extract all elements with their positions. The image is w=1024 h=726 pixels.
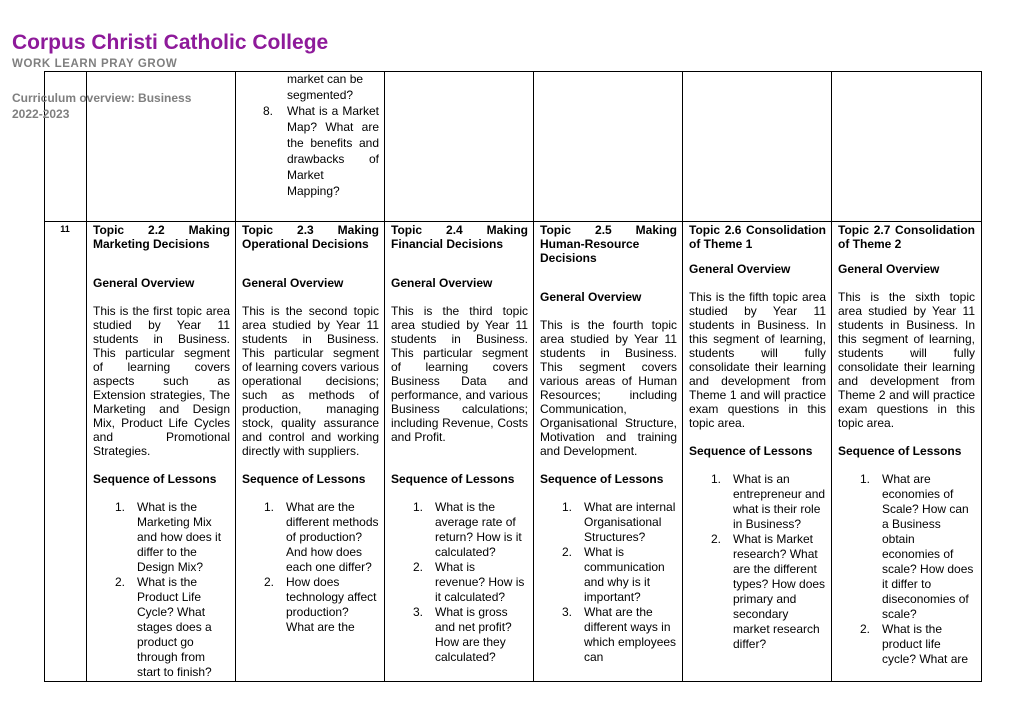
previous-row-continuation: market can be segmented? <box>287 72 364 102</box>
list-item <box>540 500 677 545</box>
table-border-bottom <box>44 681 982 682</box>
list-number: 2. <box>115 575 126 589</box>
list-text: What are the different ways in which employees can <box>584 605 677 664</box>
list-item <box>242 500 379 575</box>
list-item <box>689 472 826 532</box>
overview-text: This is the sixth topic area studied by Year 11 students in Business. In this segment of learning, students will fully consolidate their learning and development from Theme 2 and will practice exam questions in this topic area. <box>838 290 975 430</box>
general-overview-label: General Overview <box>242 276 344 290</box>
list-text: What is the Marketing Mix and how does it differ to the Design Mix? <box>137 500 222 574</box>
topic-title: Topic 2.2 Making Marketing Decisions <box>93 223 230 251</box>
topic-title: Topic 2.6 Consolidation of Theme 1 <box>689 223 826 251</box>
table-column-divider <box>86 71 87 682</box>
topic-cell-2-3 <box>242 223 379 635</box>
list-number: 1. <box>413 500 424 514</box>
academic-year: 2022-2023 <box>12 107 70 121</box>
table-column-divider <box>533 71 534 682</box>
list-item <box>391 605 528 665</box>
topic-cell-2-7 <box>838 223 975 667</box>
table-border-left <box>44 71 45 682</box>
overview-text: This is the fourth topic area studied by Year 11 students in Business. This segment covers various areas of Human Resources; including Communication, Organisational Structure, Motivation and training and Development. <box>540 318 677 458</box>
list-item <box>540 605 677 665</box>
lesson-list <box>540 500 677 665</box>
list-number: 2. <box>711 532 722 546</box>
list-number: 2. <box>413 560 424 574</box>
list-text: What are internal Organisational Structures? <box>584 500 676 544</box>
sequence-of-lessons-label: Sequence of Lessons <box>838 444 962 458</box>
overview-text: This is the second topic area studied by Year 11 students in Business. This particular segment of learning covers various operational decisions; such as methods of production, managing stock, quality assurance and control and working directly with suppliers. <box>242 304 379 458</box>
topic-cell-2-4 <box>391 223 528 665</box>
overview-text: This is the first topic area studied by Year 11 students in Business. This particular segment of learning covers aspects such as Extension strategies, The Marketing and Design Mix, Product Life Cycles and Promotional Strategies. <box>93 304 230 458</box>
topic-title: Topic 2.7 Consolidation of Theme 2 <box>838 223 975 251</box>
list-text: What is the average rate of return? How is it calculated? <box>435 500 522 559</box>
list-number: 1. <box>860 472 871 486</box>
list-number: 8. <box>263 104 274 118</box>
general-overview-label: General Overview <box>93 276 195 290</box>
sequence-of-lessons-label: Sequence of Lessons <box>689 444 813 458</box>
list-number: 1. <box>711 472 722 486</box>
general-overview-label: General Overview <box>689 262 791 276</box>
table-row-divider <box>44 221 982 222</box>
list-text: What is communication and why is it important? <box>584 545 665 604</box>
sequence-of-lessons-label: Sequence of Lessons <box>242 472 366 486</box>
lesson-list <box>242 500 379 635</box>
list-item <box>93 500 230 575</box>
lesson-list <box>689 472 826 652</box>
list-text: What is the Product Life Cycle? What stages does a product go through from start to finish? <box>137 575 212 679</box>
list-item <box>838 472 975 622</box>
list-number: 3. <box>562 605 573 619</box>
topic-title: Topic 2.3 Making Operational Decisions <box>242 223 379 251</box>
curriculum-overview-title: Curriculum overview: Business <box>12 91 192 105</box>
general-overview-label: General Overview <box>391 276 493 290</box>
list-text: What is an entrepreneur and what is their role in Business? <box>733 472 826 531</box>
table-column-divider <box>384 71 385 682</box>
list-item <box>391 560 528 605</box>
topic-cell-2-6 <box>689 223 826 652</box>
list-number: 2. <box>562 545 573 559</box>
school-name: Corpus Christi Catholic College <box>12 31 329 54</box>
list-text: What are the different methods of production? And how does each one differ? <box>286 500 379 574</box>
lesson-list <box>391 500 528 665</box>
overview-text: This is the fifth topic area studied by Year 11 students in Business. In this segment of learning, students will fully consolidate their learning and development from Theme 1 and will practice exam questions in this topic area. <box>689 290 826 430</box>
list-text: What is revenue? How is it calculated? <box>435 560 525 604</box>
topic-cell-2-2 <box>93 223 230 680</box>
list-item <box>391 500 528 560</box>
previous-row-cell <box>241 71 379 199</box>
overview-text: This is the third topic area studied by Year 11 students in Business. This particular segment of learning covers Business Data and performance, and various Business calculations; including Revenue, Costs and Profit. <box>391 304 528 444</box>
list-text: What is a Market Map? What are the benefits and drawbacks of Market Mapping? <box>287 104 379 198</box>
list-number: 3. <box>413 605 424 619</box>
lesson-list <box>838 472 975 667</box>
list-text: What is gross and net profit? How are they calculated? <box>435 605 512 664</box>
document-subtitle <box>12 90 191 122</box>
lesson-list <box>93 500 230 680</box>
list-number: 2. <box>860 622 871 636</box>
list-number: 1. <box>115 500 126 514</box>
table-column-divider <box>235 71 236 682</box>
topic-title: Topic 2.5 Making Human-Resource Decisions <box>540 223 677 265</box>
year-group-label: 11 <box>60 224 70 234</box>
sequence-of-lessons-label: Sequence of Lessons <box>93 472 217 486</box>
school-motto: WORK LEARN PRAY GROW <box>12 58 178 70</box>
sequence-of-lessons-label: Sequence of Lessons <box>540 472 664 486</box>
list-text: How does technology affect production? What are the <box>286 575 377 634</box>
table-border-top <box>44 71 982 72</box>
table-column-divider <box>682 71 683 682</box>
list-item <box>689 532 826 652</box>
list-number: 1. <box>562 500 573 514</box>
sequence-of-lessons-label: Sequence of Lessons <box>391 472 515 486</box>
table-border-right <box>981 71 982 682</box>
topic-cell-2-5 <box>540 223 677 665</box>
list-item <box>838 622 975 667</box>
previous-row-item <box>241 103 379 199</box>
list-number: 2. <box>264 575 275 589</box>
list-text: What is Market research? What are the different types? How does primary and secondary market research differ? <box>733 532 826 651</box>
general-overview-label: General Overview <box>540 290 642 304</box>
table-column-divider <box>831 71 832 682</box>
list-item <box>540 545 677 605</box>
general-overview-label: General Overview <box>838 262 940 276</box>
list-text: What is the product life cycle? What are <box>882 622 969 666</box>
topic-title: Topic 2.4 Making Financial Decisions <box>391 223 528 251</box>
list-item <box>93 575 230 680</box>
list-item <box>242 575 379 635</box>
list-number: 1. <box>264 500 275 514</box>
list-text: What are economies of Scale? How can a Business obtain economies of scale? How does it differ to diseconomies of scale? <box>882 472 974 621</box>
